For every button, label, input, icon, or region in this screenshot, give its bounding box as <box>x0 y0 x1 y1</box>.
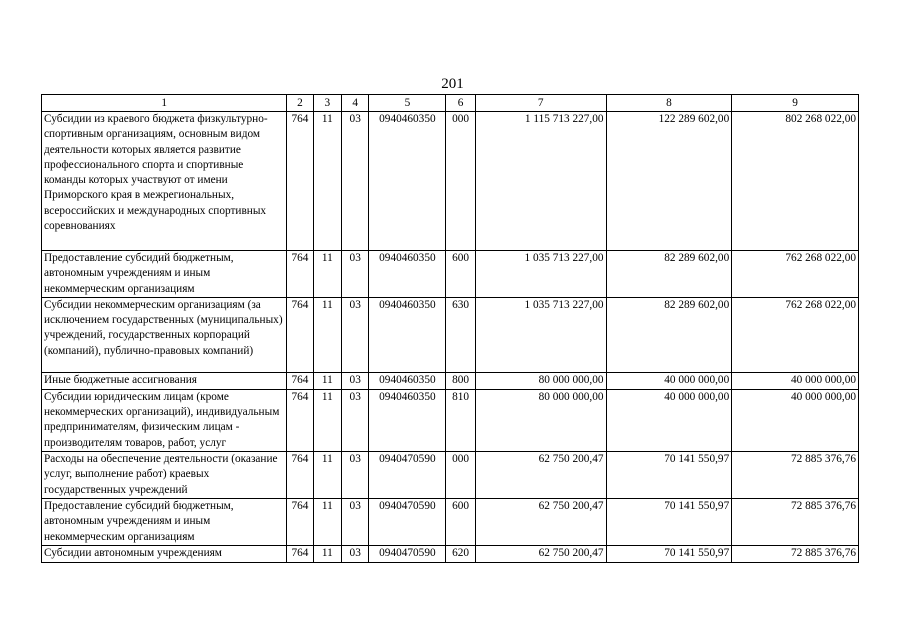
amount-col-9: 72 885 376,76 <box>732 452 859 499</box>
amount-col-8: 122 289 602,00 <box>606 112 732 251</box>
amount-col-7: 80 000 000,00 <box>475 372 606 389</box>
code-subsection: 03 <box>342 372 369 389</box>
code-expense-type: 600 <box>446 498 475 545</box>
amount-col-7: 62 750 200,47 <box>475 545 606 562</box>
budget-table <box>41 94 859 563</box>
code-section: 11 <box>313 112 341 251</box>
code-target: 0940470590 <box>369 545 446 562</box>
header-cell: 9 <box>732 95 859 112</box>
table-row <box>42 498 859 545</box>
header-cell: 7 <box>475 95 606 112</box>
row-name: Субсидии из краевого бюджета физкультурно-спортивным организациям, основным видом деятельности которых является развитие профессионального спорта и спортивные команды которых участвуют от имени Приморского края в межрегиональных, всероссийских и международных спортивных соревнованиях <box>42 112 287 251</box>
code-target: 0940460350 <box>369 297 446 372</box>
code-ministry: 764 <box>287 372 313 389</box>
code-ministry: 764 <box>287 498 313 545</box>
code-subsection: 03 <box>342 112 369 251</box>
code-ministry: 764 <box>287 297 313 372</box>
table-row <box>42 545 859 562</box>
amount-col-9: 72 885 376,76 <box>732 498 859 545</box>
code-section: 11 <box>313 545 341 562</box>
code-ministry: 764 <box>287 545 313 562</box>
amount-col-7: 1 035 713 227,00 <box>475 297 606 372</box>
header-row <box>42 95 859 112</box>
code-target: 0940470590 <box>369 498 446 545</box>
header-cell: 1 <box>42 95 287 112</box>
table-row <box>42 112 859 251</box>
amount-col-9: 762 268 022,00 <box>732 251 859 298</box>
code-section: 11 <box>313 251 341 298</box>
amount-col-7: 80 000 000,00 <box>475 389 606 451</box>
code-section: 11 <box>313 297 341 372</box>
code-expense-type: 810 <box>446 389 475 451</box>
row-name: Иные бюджетные ассигнования <box>42 372 287 389</box>
amount-col-8: 40 000 000,00 <box>606 372 732 389</box>
code-expense-type: 800 <box>446 372 475 389</box>
code-expense-type: 000 <box>446 452 475 499</box>
code-target: 0940460350 <box>369 389 446 451</box>
code-target: 0940460350 <box>369 112 446 251</box>
row-name: Предоставление субсидий бюджетным, автономным учреждениям и иным некоммерческим организациям <box>42 251 287 298</box>
amount-col-8: 40 000 000,00 <box>606 389 732 451</box>
table-row <box>42 251 859 298</box>
amount-col-8: 82 289 602,00 <box>606 297 732 372</box>
table-row <box>42 297 859 372</box>
code-ministry: 764 <box>287 452 313 499</box>
amount-col-8: 70 141 550,97 <box>606 498 732 545</box>
code-section: 11 <box>313 372 341 389</box>
code-expense-type: 620 <box>446 545 475 562</box>
row-name: Предоставление субсидий бюджетным, автономным учреждениям и иным некоммерческим организациям <box>42 498 287 545</box>
table-row <box>42 389 859 451</box>
page-number: 201 <box>441 76 464 92</box>
code-section: 11 <box>313 389 341 451</box>
row-name: Субсидии некоммерческим организациям (за исключением государственных (муниципальных) учреждений, государственных корпораций (компаний), публично-правовых компаний) <box>42 297 287 372</box>
code-expense-type: 000 <box>446 112 475 251</box>
code-ministry: 764 <box>287 389 313 451</box>
code-target: 0940460350 <box>369 372 446 389</box>
code-subsection: 03 <box>342 297 369 372</box>
amount-col-8: 70 141 550,97 <box>606 545 732 562</box>
table-row <box>42 452 859 499</box>
code-section: 11 <box>313 498 341 545</box>
header-cell: 6 <box>446 95 475 112</box>
amount-col-9: 40 000 000,00 <box>732 389 859 451</box>
header-cell: 4 <box>342 95 369 112</box>
amount-col-7: 1 115 713 227,00 <box>475 112 606 251</box>
code-expense-type: 630 <box>446 297 475 372</box>
code-ministry: 764 <box>287 112 313 251</box>
amount-col-7: 62 750 200,47 <box>475 498 606 545</box>
amount-col-9: 72 885 376,76 <box>732 545 859 562</box>
header-cell: 5 <box>369 95 446 112</box>
table-row <box>42 372 859 389</box>
header-cell: 3 <box>313 95 341 112</box>
row-name: Субсидии юридическим лицам (кроме некоммерческих организаций), индивидуальным предпринимателям, физическим лицам - производителям товаров, работ, услуг <box>42 389 287 451</box>
code-subsection: 03 <box>342 251 369 298</box>
header-cell: 8 <box>606 95 732 112</box>
row-name: Субсидии автономным учреждениям <box>42 545 287 562</box>
code-subsection: 03 <box>342 452 369 499</box>
code-target: 0940470590 <box>369 452 446 499</box>
amount-col-7: 62 750 200,47 <box>475 452 606 499</box>
code-expense-type: 600 <box>446 251 475 298</box>
amount-col-8: 82 289 602,00 <box>606 251 732 298</box>
code-subsection: 03 <box>342 498 369 545</box>
amount-col-7: 1 035 713 227,00 <box>475 251 606 298</box>
code-target: 0940460350 <box>369 251 446 298</box>
amount-col-9: 40 000 000,00 <box>732 372 859 389</box>
row-name: Расходы на обеспечение деятельности (оказание услуг, выполнение работ) краевых государственных учреждений <box>42 452 287 499</box>
code-subsection: 03 <box>342 389 369 451</box>
header-cell: 2 <box>287 95 313 112</box>
code-section: 11 <box>313 452 341 499</box>
amount-col-9: 802 268 022,00 <box>732 112 859 251</box>
amount-col-8: 70 141 550,97 <box>606 452 732 499</box>
code-ministry: 764 <box>287 251 313 298</box>
amount-col-9: 762 268 022,00 <box>732 297 859 372</box>
code-subsection: 03 <box>342 545 369 562</box>
